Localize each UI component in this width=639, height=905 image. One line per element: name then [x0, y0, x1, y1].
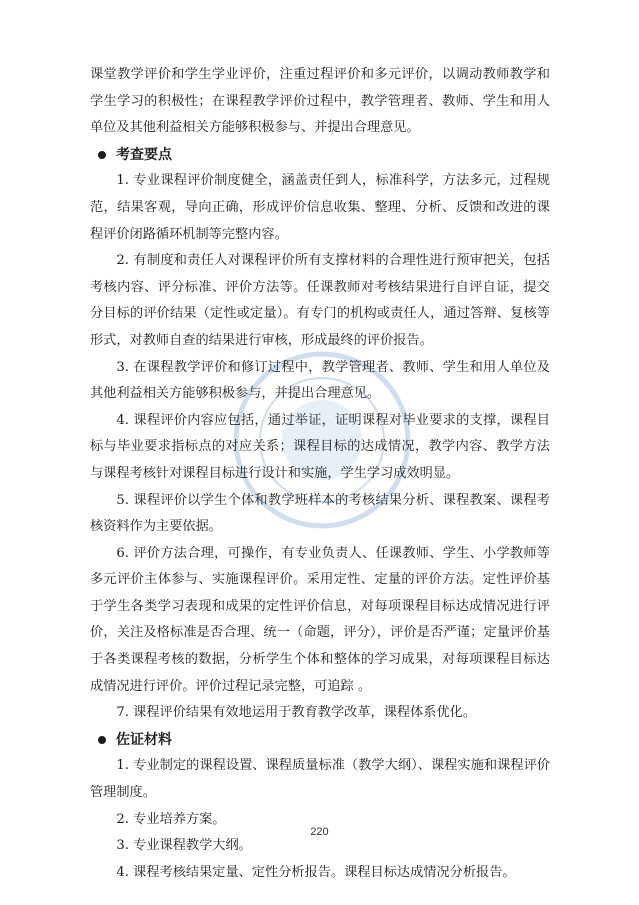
check-item: 4. 课程评价内容应包括，通过举证，证明课程对毕业要求的支撑，课程目标与毕业要求指标点的对应关系；课程目标的达成情况，教学内容、教学方法与课程考核针对课程目标进行设计和实施，学生学习成效明显。: [90, 412, 550, 481]
check-item: 5. 课程评价以学生个体和教学班样本的考核结果分析、课程教案、课程考核资料作为主要依据。: [90, 492, 550, 535]
section-heading-evidence: [90, 727, 550, 754]
check-item: 1. 专业课程评价制度健全，涵盖责任到人，标准科学，方法多元，过程规范，结果客观，导向正确，形成评价信息收集、整理、分析、反馈和改进的课程评价闭路循环机制等完整内容。: [90, 173, 550, 242]
evidence-item: 3. 专业课程教学大纲。: [116, 838, 252, 854]
evidence-item: 1. 专业制定的课程设置、课程质量标准（教学大纲）、课程实施和课程评价管理制度。: [90, 758, 550, 801]
evidence-item: 2. 专业培养方案。: [116, 811, 226, 827]
section-heading-check: [90, 142, 550, 169]
page-number: 220: [310, 826, 329, 838]
bullet-icon: [98, 736, 106, 744]
section-title: 佐证材料: [116, 731, 172, 748]
check-item: 3. 在课程教学评价和修订过程中，教学管理者、教师、学生和用人单位及其他利益相关方能够积极参与，并提出合理意见。: [90, 359, 550, 402]
check-item: 7. 课程评价结果有效地运用于教育教学改革，课程体系优化。: [116, 705, 477, 721]
intro-paragraph: 课堂教学评价和学生学业评价，注重过程评价和多元评价，以调动教师教学和学生学习的积极性；在课程教学评价过程中，教学管理者、教师、学生和用人单位及其他利益相关方能够积极参与、并提出合理意见。: [90, 67, 550, 136]
document-body: [90, 62, 550, 886]
section-title: 考查要点: [116, 146, 172, 163]
bullet-icon: [98, 151, 106, 159]
check-item: 6. 评价方法合理，可操作，有专业负责人、任课教师、学生、小学教师等多元评价主体参与、实施课程评价。采用定性、定量的评价方法。定性评价基于学生各类学习表现和成果的定性评价信息，对每项课程目标达成情况进行评价，关注及格标准是否合理、统一（命题，评分），评价是否严谨；定量评价基于各类课程考核的数据，分析学生个体和整体的学习成果，对每项课程目标达成情况进行评价。评价过程记录完整，可追踪 。: [90, 545, 550, 694]
evidence-item: 4. 课程考核结果定量、定性分析报告。课程目标达成情况分析报告。: [116, 864, 516, 880]
check-item: 2. 有制度和责任人对课程评价所有支撑材料的合理性进行预审把关，包括考核内容、评分标准、评价方法等。任课教师对考核结果进行自评自证，提交分目标的评价结果（定性或定量）。有专门的机构或责任人，通过答辩、复核等形式，对教师自查的结果进行审核，形成最终的评价报告。: [90, 253, 550, 348]
